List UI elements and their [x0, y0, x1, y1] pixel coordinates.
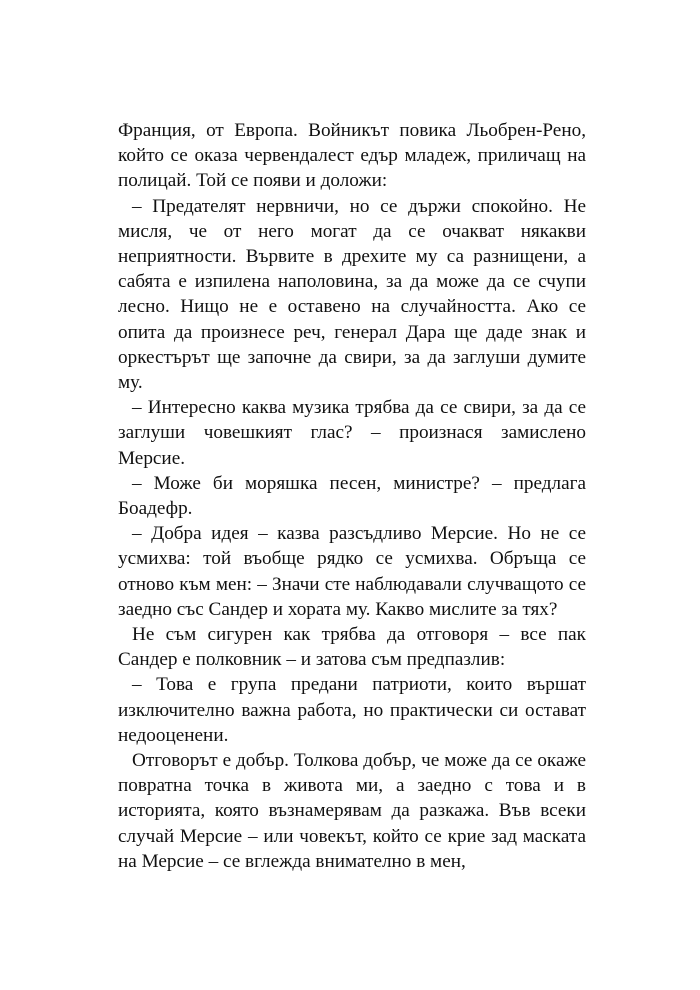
- paragraph: – Добра идея – казва разсъдливо Мерсие. Но не се усмихва: той въобще рядко се усмихва. Обръща се отново към мен: – Значи сте наблюдавали случващото се заедно със Сандер и хората му. Какво мислите за тях?: [118, 523, 586, 620]
- paragraph: – Това е група предани патриоти, които вършат изключително важна работа, но практически си остават недооценени.: [118, 674, 586, 746]
- paragraph: Не съм сигурен как трябва да отговоря – все пак Сандер е полковник – и затова съм предпазлив:: [118, 624, 586, 671]
- paragraph: – Предателят нервничи, но се държи спокойно. Не мисля, че от него могат да се очакват някакви неприятности. Вървите в дрехите му са разнищени, а сабята е изпилена наполовина, за да може да се счупи лесно. Нищо не е оставено на случайността. Ако се опита да произнесе реч, генерал Дара ще даде знак и оркестърът ще започне да свири, за да заглуши думите му.: [118, 195, 586, 394]
- paragraph: – Може би моряшка песен, министре? – предлага Боадефр.: [118, 472, 586, 520]
- paragraph: Отговорът е добър. Толкова добър, че може да се окаже повратна точка в живота ми, а заедно с това и в историята, която възнамерявам да разкажа. Във всеки случай Мерсие – или човекът, който се крие зад маската на Мерсие – се вглежда внимателно в мен,: [118, 750, 586, 872]
- paragraph: – Интересно каква музика трябва да се свири, за да се заглуши човешкият глас? – произнася замислено Мерсие.: [118, 397, 586, 469]
- paragraph: Франция, от Европа. Войникът повика Льобрен-Рено, който се оказа червендалест едър младеж, приличащ на полицай. Той се появи и доложи:: [118, 120, 586, 192]
- body-text: [118, 118, 586, 874]
